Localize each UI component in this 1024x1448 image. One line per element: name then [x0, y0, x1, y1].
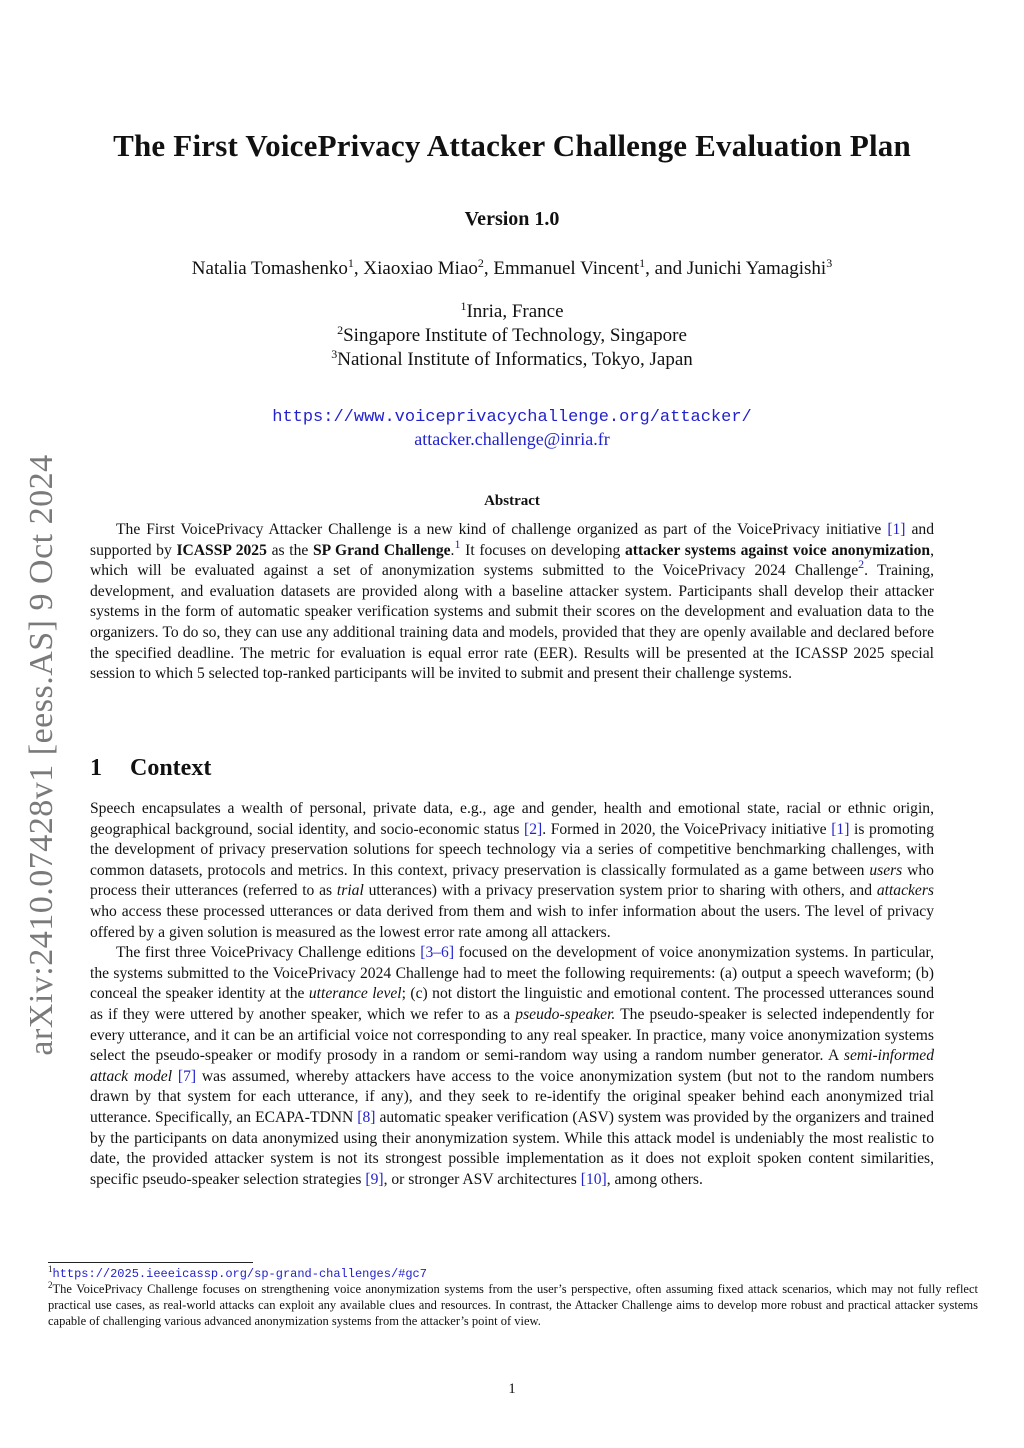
- footnote-link[interactable]: 1: [454, 536, 461, 551]
- text-run: , among others.: [606, 1170, 703, 1188]
- footnote-mark: 1: [48, 1264, 53, 1274]
- bold-text: ICASSP 2025: [176, 541, 267, 559]
- author-affiliation-mark: 1: [347, 256, 354, 270]
- affiliation-name: Inria, France: [466, 301, 564, 322]
- footnote-text: The VoicePrivacy Challenge focuses on strengthening voice anonymization systems from the user’s perspective, often assuming fixed attack scenarios, which may not fully reflect practical use cases, as real-world attacks can exploit any available clues and resources. In contrast, the Attacker Challenge aims to develop more robust and practical attacker systems capable of challenging various advanced anonymization systems from the attacker’s point of view.: [48, 1282, 978, 1328]
- citation-link[interactable]: [1]: [887, 521, 906, 538]
- italic-text: pseudo-speaker.: [515, 1005, 616, 1023]
- text-run: , which will be evaluated against a set of anonymization systems submitted to the VoicePrivacy 2024 Challenge: [90, 541, 935, 580]
- text-run: It focuses on developing: [460, 541, 625, 559]
- text-run: The First VoicePrivacy Attacker Challenge is a new kind of challenge organized as part of the VoicePrivacy initiative: [116, 521, 888, 538]
- author-affiliation-mark: 1: [639, 256, 646, 270]
- author-name: Junichi Yamagishi: [686, 258, 827, 279]
- text-run: as the: [266, 541, 313, 559]
- author-name: Natalia Tomashenko: [191, 258, 348, 279]
- citation-link[interactable]: [1]: [831, 820, 850, 838]
- text-run: utterances) with a privacy preservation system prior to sharing with others, and: [363, 882, 877, 900]
- section-title: Context: [130, 755, 212, 781]
- text-run: who process their utterances (referred to as: [90, 861, 934, 900]
- footnote-1: [48, 1265, 978, 1282]
- text-run: The pseudo-speaker is selected independently for every utterance, and it can be an artificial voice not corresponding to any real speaker. In practice, many voice anonymization systems select the pseudo-speaker or modify prosody in a random or semi-random way using a random number generator. A: [90, 1005, 935, 1065]
- affiliation-mark: 1: [460, 299, 467, 313]
- text-run: The first three VoicePrivacy Challenge editions: [116, 944, 421, 962]
- italic-text: utterance level: [308, 985, 402, 1003]
- text-run: . Formed in 2020, the VoicePrivacy initiative: [542, 820, 832, 838]
- text-run: . Training, development, and evaluation datasets are provided along with a baseline attacker system. Participants shall develop their attacker systems in the form of automatic speaker verification systems and submit their scores on the development and evaluation data to the organizers. To do so, they can use any additional training data and models, provided that they are openly available and declared before the specified deadline. The metric for evaluation is equal error rate (EER). Results will be presented at the ICASSP 2025 special session to which 5 selected top-ranked participants will be invited to submit and present their challenge systems.: [90, 562, 934, 683]
- paragraph: [90, 943, 934, 1190]
- citation-link[interactable]: [10]: [580, 1170, 607, 1188]
- affiliation-name: Singapore Institute of Technology, Singapore: [343, 325, 687, 346]
- affiliation: [0, 348, 1024, 372]
- author-separator: ,: [483, 258, 494, 279]
- footnote-rule: [48, 1262, 253, 1263]
- affiliation-name: National Institute of Informatics, Tokyo, Japan: [337, 349, 693, 370]
- text-run: is promoting the development of privacy preservation solutions for speech technology via a series of competitive benchmarking challenges, with common datasets, protocols and metrics. In this context, privacy preservation is classically formulated as a game between: [90, 820, 934, 879]
- author-separator: ,: [353, 258, 364, 279]
- text-run: ; (c) not distort the linguistic and emotional content. The processed utterances sound as if they were uttered by another speaker, which we refer to as a: [90, 985, 935, 1023]
- text-run: automatic speaker verification (ASV) system was provided by the organizers and trained by the participants on data anonymized using their anonymization system. While this attack model is undeniably the most realistic to date, the provided attacker system is not its strongest possible implementation as it does not exploit spoken content similarities, specific pseudo-speaker selection strategies: [90, 1108, 934, 1188]
- footnote-link[interactable]: 2: [858, 557, 865, 572]
- footnote-mark: 2: [48, 1280, 53, 1290]
- paragraph: [90, 799, 934, 943]
- affiliation: [0, 300, 1024, 324]
- citation-link[interactable]: [3–6]: [420, 944, 455, 962]
- text-run: Speech encapsulates a wealth of personal, private data, e.g., age and gender, health and emotional state, racial or ethnic origin, geographical background, social identity, and socio-economic status: [90, 800, 934, 838]
- affiliation-mark: 2: [337, 323, 344, 337]
- abstract-text: [90, 520, 934, 685]
- affiliation-list: [0, 300, 1024, 372]
- abstract-heading: Abstract: [484, 493, 540, 509]
- text-run: focused on the development of voice anonymization systems. In particular, the systems submitted to the VoicePrivacy 2024 Challenge had to meet the following requirements: (a) output a speech waveform; (b) conceal the speaker identity at the: [90, 944, 934, 1003]
- italic-text: attackers: [876, 882, 934, 900]
- bold-text: SP Grand Challenge: [312, 541, 451, 559]
- author-separator: , and: [645, 258, 687, 279]
- author-affiliation-mark: 2: [477, 256, 484, 270]
- affiliation-mark: 3: [331, 347, 338, 361]
- website-link[interactable]: https://www.voiceprivacychallenge.org/attacker/: [272, 408, 752, 427]
- email-link[interactable]: attacker.challenge@inria.fr: [414, 429, 610, 449]
- version-label: Version 1.0: [464, 208, 560, 230]
- italic-text: trial: [336, 882, 364, 900]
- text-run: and supported by: [90, 521, 934, 559]
- citation-link[interactable]: [2]: [524, 820, 543, 838]
- arxiv-stamp-text: arXiv:2410.07428v1 [eess.AS] 9 Oct 2024: [23, 454, 60, 1056]
- footnote-url-link[interactable]: https://2025.ieeeicassp.org/sp-grand-challenges/#gc7: [52, 1267, 427, 1281]
- italic-text: users: [869, 861, 903, 879]
- text-run: , or stronger ASV architectures: [383, 1170, 581, 1188]
- italic-text: semi-informed attack model: [90, 1047, 934, 1085]
- paper-title: The First VoicePrivacy Attacker Challenge Evaluation Plan: [113, 128, 911, 163]
- author-list: [0, 258, 1024, 280]
- citation-link[interactable]: [7]: [177, 1067, 197, 1085]
- text-run: .: [450, 541, 455, 559]
- citation-link[interactable]: [8]: [357, 1108, 376, 1126]
- footnote-2: [48, 1282, 978, 1329]
- text-run: was assumed, whereby attackers have access to the voice anonymization system (but not to the random numbers drawn by that system for each utterance, if any), and they seek to re-identify the original speaker behind each anonymized trial utterance. Specifically, an ECAPA-TDNN: [90, 1067, 934, 1126]
- citation-link[interactable]: [9]: [365, 1170, 384, 1188]
- author-affiliation-mark: 3: [826, 256, 833, 270]
- text-run: who access these processed utterances or data derived from them and wish to infer information about the users. The level of privacy offered by a given solution is measured as the lowest error rate among all attackers.: [90, 902, 934, 941]
- section-heading: [90, 755, 211, 782]
- section-body: [90, 799, 934, 1190]
- bold-text: attacker systems against voice anonymization: [624, 541, 931, 559]
- page-number: 1: [508, 1381, 516, 1397]
- section-number: 1: [90, 755, 102, 781]
- author-name: Emmanuel Vincent: [493, 258, 640, 279]
- affiliation: [0, 324, 1024, 348]
- author-name: Xiaoxiao Miao: [363, 258, 478, 279]
